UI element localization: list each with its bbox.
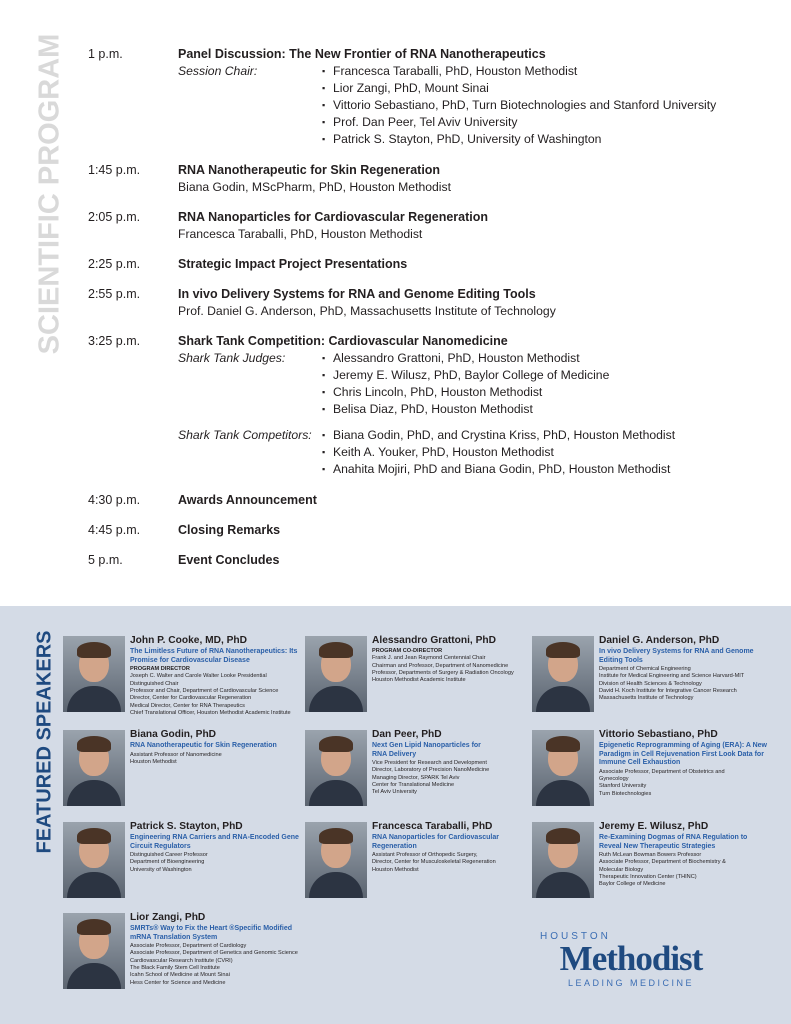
entry-time: 4:45 p.m. — [88, 523, 141, 537]
speaker-affiliation: PROGRAM CO-DIRECTOR Frank J. and Jean Raymond Centennial Chair Chairman and Professor, Department of Nanomedicine Professor, Departments of Surgery & Radiation Oncology Houston Methodist Academic Institute — [372, 648, 514, 684]
program-schedule — [88, 46, 778, 582]
role-block — [178, 63, 778, 148]
speaker-photo — [305, 636, 367, 712]
speaker-photo — [532, 822, 594, 898]
featured-speakers-heading: FEATURED SPEAKERS — [33, 630, 56, 854]
entry-time: 2:25 p.m. — [88, 257, 141, 271]
speaker-name: Jeremy E. Wilusz, PhD — [599, 821, 709, 832]
speaker-talk: SMRTs® Way to Fix the Heart ®Specific Modified mRNA Translation System — [130, 925, 293, 941]
speaker-talk: Epigenetic Reprogramming of Aging (ERA): A New Paradigm in Cell Rejuvenation First Look Data for Immune Cell Exhaustion — [599, 742, 768, 767]
list-item: ▪ Anahita Mojiri, PhD and Biana Godin, PhD, Houston Methodist — [322, 461, 778, 478]
speaker-affiliation: PROGRAM DIRECTOR Joseph C. Walter and Carole Walter Looke Presidential Distinguished Chair Professor and Chair, Department of Cardiovascular Science Director, Center for Cardiovascular Regeneration Medical Director, Center for RNA Therapeutics Chief Translational Officer, Houston Methodist Academic Institute — [130, 666, 291, 716]
role-block — [178, 427, 778, 478]
people-list — [322, 63, 778, 148]
entry-time: 4:30 p.m. — [88, 493, 141, 507]
speaker-photo — [305, 730, 367, 806]
program-entry — [88, 552, 778, 569]
program-entry — [88, 256, 778, 273]
scientific-program-heading: SCIENTIFIC PROGRAM — [33, 33, 66, 355]
speaker-talk: RNA Nanoparticles for Cardiovascular Regeneration — [372, 834, 499, 850]
entry-title: RNA Nanoparticles for Cardiovascular Regeneration — [178, 210, 489, 224]
list-item: ▪ Belisa Diaz, PhD, Houston Methodist — [322, 401, 778, 418]
role-label: Session Chair: — [178, 64, 258, 78]
speaker-name: Biana Godin, PhD — [130, 729, 217, 740]
list-item: ▪ Vittorio Sebastiano, PhD, Turn Biotechnologies and Stanford University — [322, 97, 778, 114]
role-label: Shark Tank Competitors: — [178, 428, 312, 442]
people-list — [322, 350, 778, 418]
entry-time: 3:25 p.m. — [88, 334, 141, 348]
list-item: ▪ Chris Lincoln, PhD, Houston Methodist — [322, 384, 778, 401]
speaker-name: Alessandro Grattoni, PhD — [372, 635, 496, 646]
speaker-talk: The Limitless Future of RNA Nanotherapeutics: Its Promise for Cardiovascular Disease — [130, 648, 298, 664]
list-item: ▪ Lior Zangi, PhD, Mount Sinai — [322, 80, 778, 97]
entry-time: 1 p.m. — [88, 47, 123, 61]
program-entry — [88, 209, 778, 243]
speaker-name: Vittorio Sebastiano, PhD — [599, 729, 718, 740]
program-entry — [88, 492, 778, 509]
list-item: ▪ Patrick S. Stayton, PhD, University of Washington — [322, 131, 778, 148]
program-entry — [88, 162, 778, 196]
list-item: ▪ Francesca Taraballi, PhD, Houston Methodist — [322, 63, 778, 80]
speaker-name: Patrick S. Stayton, PhD — [130, 821, 243, 832]
speaker-talk: Next Gen Lipid Nanoparticles for RNA Delivery — [372, 742, 481, 758]
logo-brand: Methodist — [559, 939, 703, 978]
speaker-affiliation: Assistant Professor of Orthopedic Surgery, Director, Center for Musculoskeletal Regeneration Houston Methodist — [372, 852, 496, 873]
speaker-photo — [305, 822, 367, 898]
entry-title: Awards Announcement — [178, 493, 317, 507]
houston-methodist-logo — [536, 931, 726, 995]
speaker-affiliation: Associate Professor, Department of Obstetrics and Gynecology Stanford University Turn Biotechnologies — [599, 768, 725, 797]
speaker-photo — [63, 730, 125, 806]
entry-title: Closing Remarks — [178, 523, 281, 537]
list-item: ▪ Alessandro Grattoni, PhD, Houston Methodist — [322, 350, 778, 367]
entry-time: 5 p.m. — [88, 553, 123, 567]
speaker-affiliation: Department of Chemical Engineering Institute for Medical Engineering and Science Harvard-MIT Division of Health Sciences & Technology David H. Koch Institute for Integrative Cancer Research Massachusetts Institute of Technology — [599, 666, 745, 702]
speaker-affiliation: Vice President for Research and Development Director, Laboratory of Precision NanoMedicine Managing Director, SPARK Tel Aviv Center for Translational Medicine Tel Aviv University — [372, 760, 490, 796]
role-block — [178, 350, 778, 418]
entry-title: Panel Discussion: The New Frontier of RNA Nanotherapeutics — [178, 47, 546, 61]
entry-time: 2:05 p.m. — [88, 210, 141, 224]
speaker-affiliation: Ruth McLean Bowman Bowers Professor Associate Professor, Department of Biochemistry & Molecular Biology Therapeutic Innovation Center (THINC) Baylor College of Medicine — [599, 852, 726, 888]
entry-speaker: Biana Godin, MScPharm, PhD, Houston Methodist — [178, 180, 451, 194]
entry-title: RNA Nanotherapeutic for Skin Regeneration — [178, 163, 441, 177]
speaker-photo — [532, 636, 594, 712]
entry-speaker: Prof. Daniel G. Anderson, PhD, Massachusetts Institute of Technology — [178, 304, 556, 318]
speaker-name: Dan Peer, PhD — [372, 729, 442, 740]
entry-time: 2:55 p.m. — [88, 287, 141, 301]
role-label: Shark Tank Judges: — [178, 351, 286, 365]
program-entry — [88, 286, 778, 320]
logo-city: HOUSTON — [540, 931, 611, 942]
program-entry — [88, 46, 778, 148]
program-entry — [88, 522, 778, 539]
list-item: ▪ Biana Godin, PhD, and Crystina Kriss, PhD, Houston Methodist — [322, 427, 778, 444]
program-entry — [88, 333, 778, 478]
logo-tagline: LEADING MEDICINE — [567, 978, 694, 988]
speaker-photo — [63, 822, 125, 898]
speaker-name: John P. Cooke, MD, PhD — [130, 635, 247, 646]
entry-title: Shark Tank Competition: Cardiovascular Nanomedicine — [178, 334, 508, 348]
speaker-affiliation: Associate Professor, Department of Cardiology Associate Professor, Department of Genetics and Genomic Science Cardiovascular Research Institute (CVRI) The Black Family Stem Cell Institute Icahn School of Medicine at Mount Sinai Hess Center for Science and Medicine — [130, 943, 298, 986]
speaker-affiliation: Assistant Professor of Nanomedicine Houston Methodist — [130, 751, 222, 765]
speaker-photo — [63, 636, 125, 712]
entry-time: 1:45 p.m. — [88, 163, 141, 177]
speaker-photo — [63, 913, 125, 989]
list-item: ▪ Jeremy E. Wilusz, PhD, Baylor College of Medicine — [322, 367, 778, 384]
list-item: ▪ Prof. Dan Peer, Tel Aviv University — [322, 114, 778, 131]
speaker-name: Francesca Taraballi, PhD — [372, 821, 493, 832]
speaker-name: Lior Zangi, PhD — [130, 912, 206, 923]
speaker-talk: RNA Nanotherapeutic for Skin Regeneration — [130, 742, 277, 749]
entry-title: Event Concludes — [178, 553, 280, 567]
speaker-affiliation: Distinguished Career Professor Department of Bioengineering University of Washington — [130, 852, 208, 873]
speaker-name: Daniel G. Anderson, PhD — [599, 635, 720, 646]
entry-speaker: Francesca Taraballi, PhD, Houston Methodist — [178, 227, 423, 241]
speaker-photo — [532, 730, 594, 806]
speaker-talk: In vivo Delivery Systems for RNA and Genome Editing Tools — [599, 648, 754, 664]
entry-title: In vivo Delivery Systems for RNA and Genome Editing Tools — [178, 287, 536, 301]
entry-title: Strategic Impact Project Presentations — [178, 257, 408, 271]
people-list — [322, 427, 778, 478]
list-item: ▪ Keith A. Youker, PhD, Houston Methodist — [322, 444, 778, 461]
speaker-talk: Engineering RNA Carriers and RNA-Encoded Gene Circuit Regulators — [130, 834, 299, 850]
speaker-talk: Re-Examining Dogmas of RNA Regulation to Reveal New Therapeutic Strategies — [599, 834, 748, 850]
